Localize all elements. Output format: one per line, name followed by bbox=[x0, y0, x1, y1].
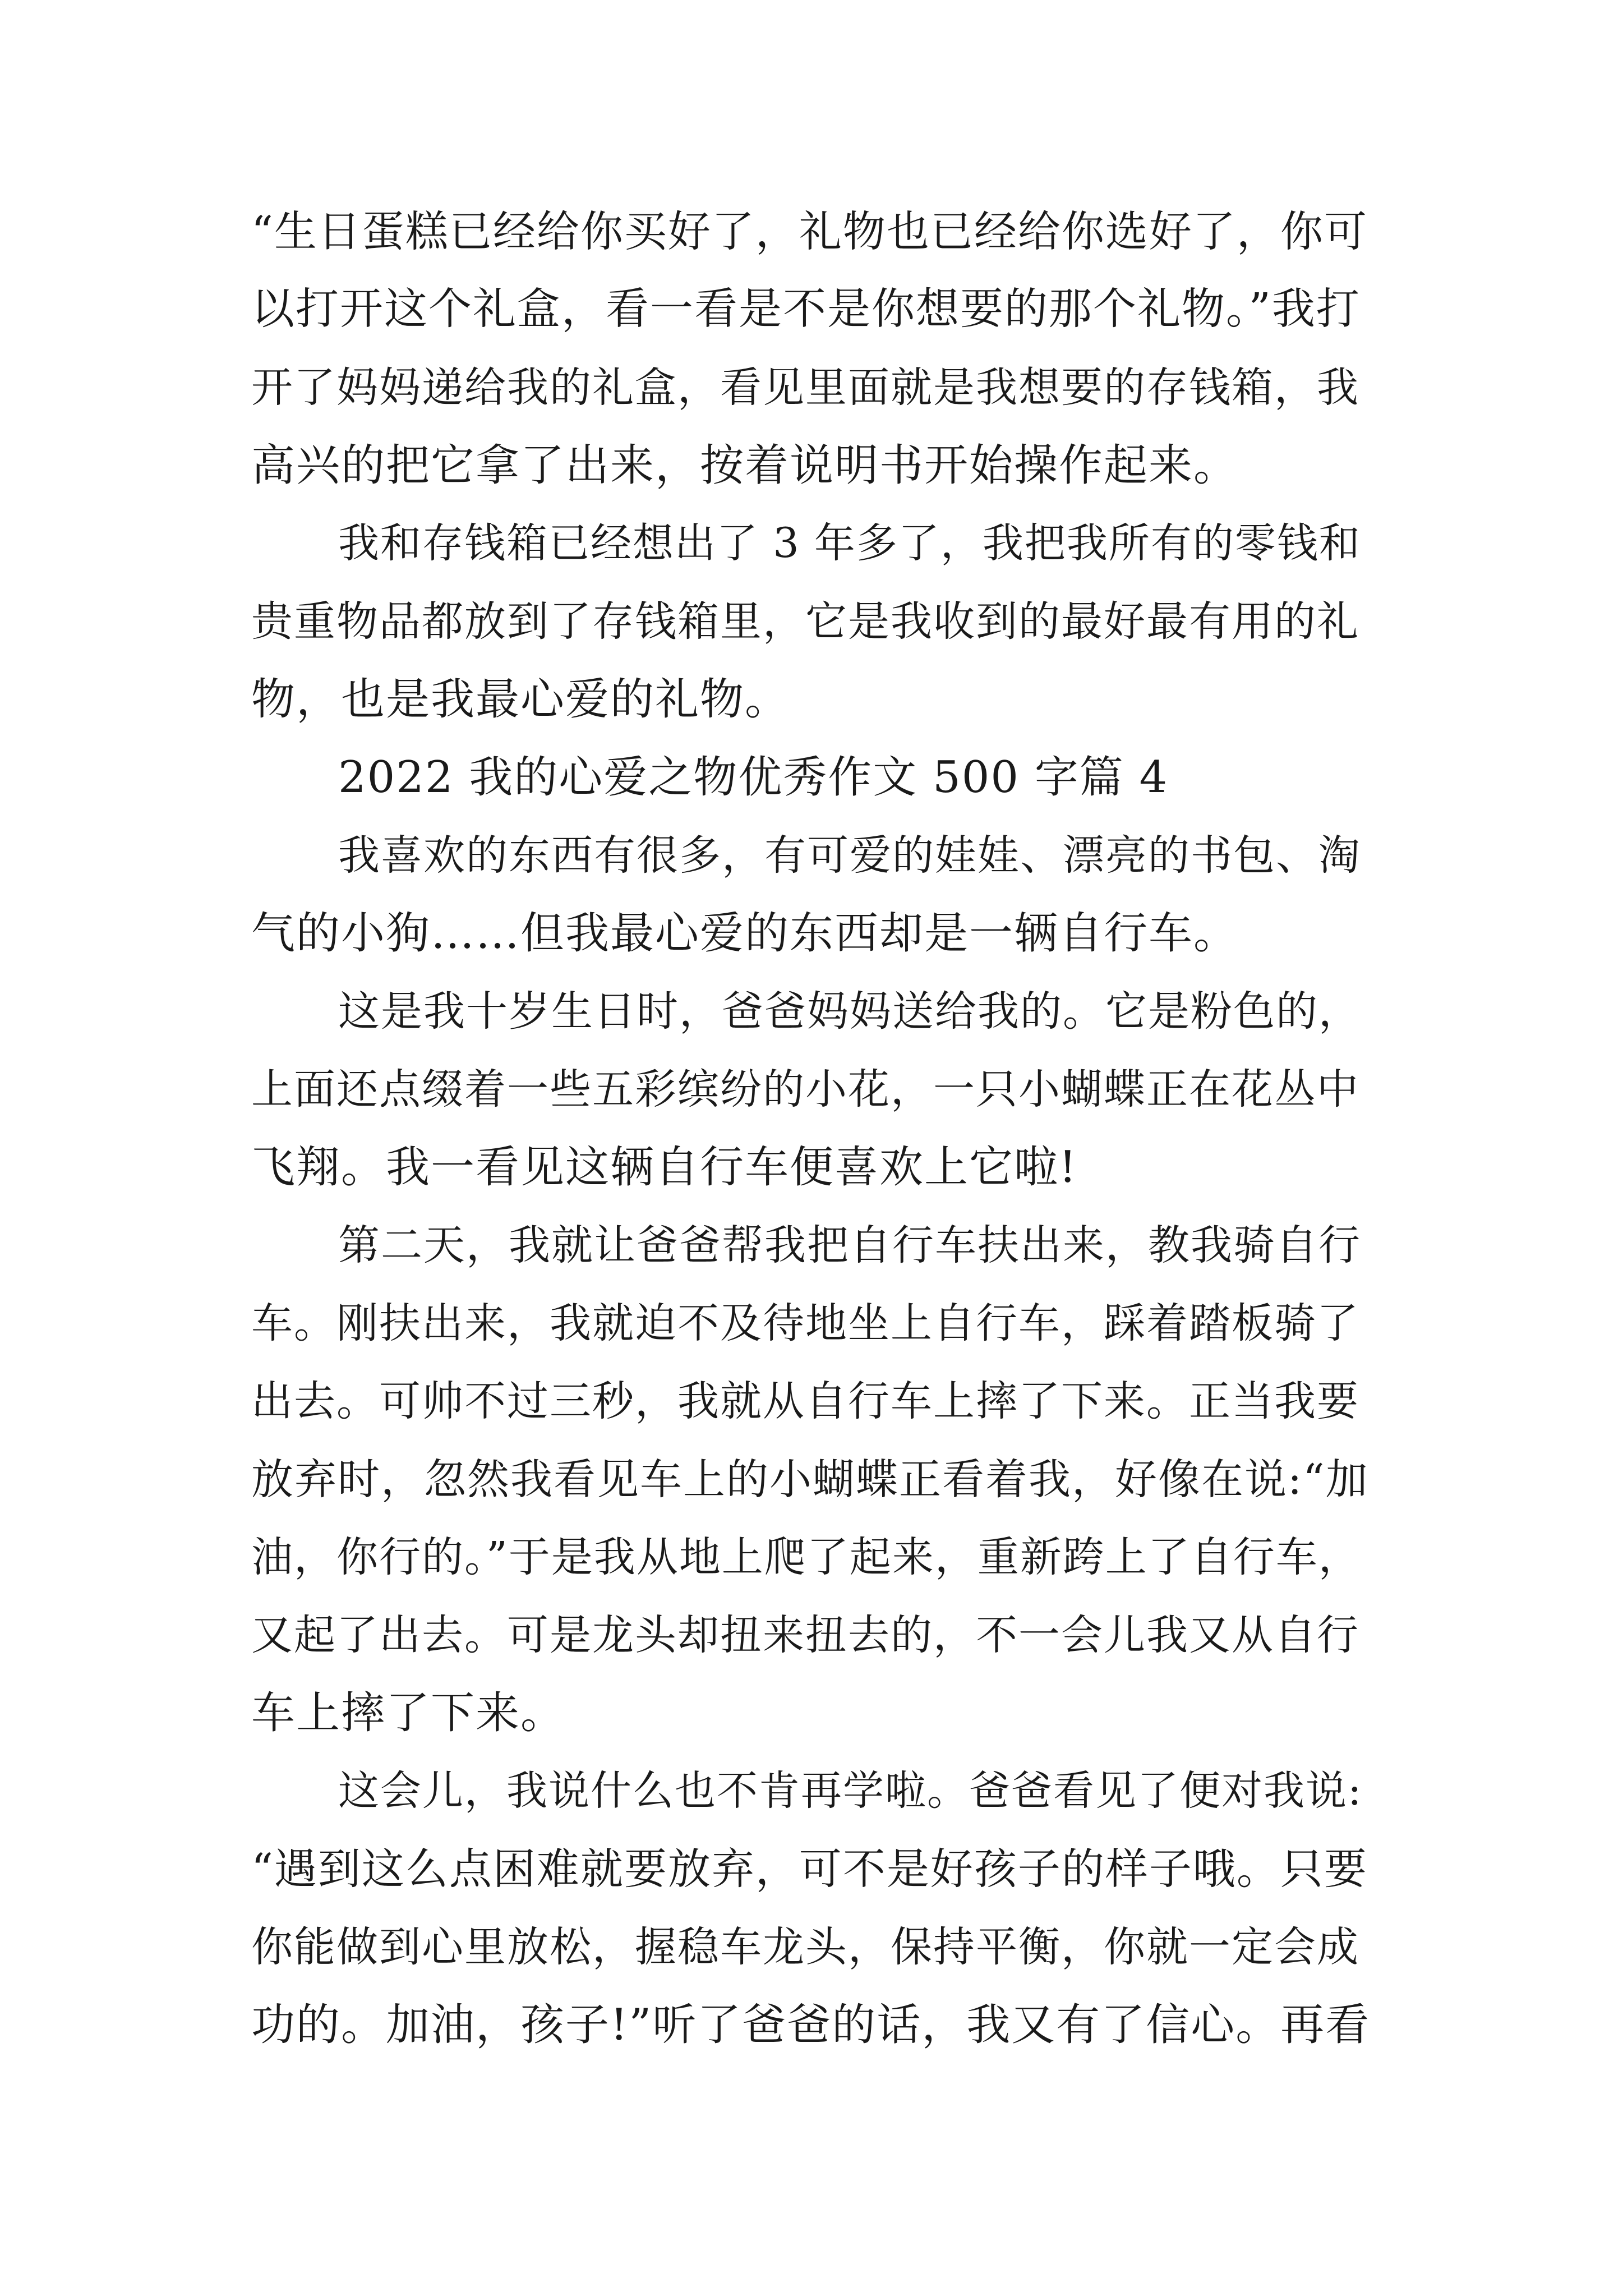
paragraph-first-line: 这会儿，我说什么也不肯再学啦。爸爸看见了便对我说: bbox=[338, 1767, 1363, 1815]
section-heading: 2022 我的心爱之物优秀作文 500 字篇 4 bbox=[338, 752, 1169, 803]
text-line: 又起了出去。可是龙头却扭来扭去的，不一会儿我又从自行 bbox=[251, 1611, 1359, 1659]
text-line: 功的。加油，孩子!”听了爸爸的话，我又有了信心。再看 bbox=[251, 2000, 1371, 2050]
text-line: 出去。可帅不过三秒，我就从自行车上摔了下来。正当我要 bbox=[251, 1377, 1359, 1425]
paragraph-first-line: 我和存钱箱已经想出了 3 年多了，我把我所有的零钱和 bbox=[338, 519, 1361, 567]
text-line: 物，也是我最心爱的礼物。 bbox=[251, 674, 790, 725]
text-line: 油，你行的。”于是我从地上爬了起来，重新跨上了自行车， bbox=[251, 1533, 1361, 1581]
text-line: 上面还点缀着一些五彩缤纷的小花，一只小蝴蝶正在花丛中 bbox=[251, 1065, 1359, 1114]
text-line: 开了妈妈递给我的礼盒，看见里面就是我想要的存钱箱，我 bbox=[251, 364, 1359, 412]
text-line: 飞翔。我一看见这辆自行车便喜欢上它啦! bbox=[251, 1142, 1078, 1193]
text-line: 车。刚扶出来，我就迫不及待地坐上自行车，踩着踏板骑了 bbox=[251, 1299, 1359, 1347]
text-line: 气的小狗……但我最心爱的东西却是一辆自行车。 bbox=[251, 908, 1239, 959]
text-line: “生日蛋糕已经给你买好了，礼物也已经给你选好了，你可 bbox=[251, 206, 1368, 256]
text-line: 你能做到心里放松，握稳车龙头，保持平衡，你就一定会成 bbox=[251, 1923, 1359, 1971]
paragraph-first-line: 我喜欢的东西有很多，有可爱的娃娃、漂亮的书包、淘 bbox=[338, 831, 1361, 880]
text-line: 贵重物品都放到了存钱箱里，它是我收到的最好最有用的礼 bbox=[251, 597, 1359, 646]
text-line: 高兴的把它拿了出来，按着说明书开始操作起来。 bbox=[251, 440, 1239, 491]
text-line: 放弃时，忽然我看见车上的小蝴蝶正看着我，好像在说:“加 bbox=[251, 1455, 1369, 1504]
text-line: 车上摔了下来。 bbox=[251, 1688, 566, 1738]
text-line: 以打开这个礼盒，看一看是不是你想要的那个礼物。”我打 bbox=[251, 284, 1361, 334]
paragraph-first-line: 第二天，我就让爸爸帮我把自行车扶出来，教我骑自行 bbox=[338, 1221, 1361, 1269]
paragraph-first-line: 这是我十岁生日时，爸爸妈妈送给我的。它是粉色的， bbox=[338, 987, 1361, 1036]
text-line: “遇到这么点困难就要放弃，可不是好孩子的样子哦。只要 bbox=[251, 1844, 1368, 1894]
